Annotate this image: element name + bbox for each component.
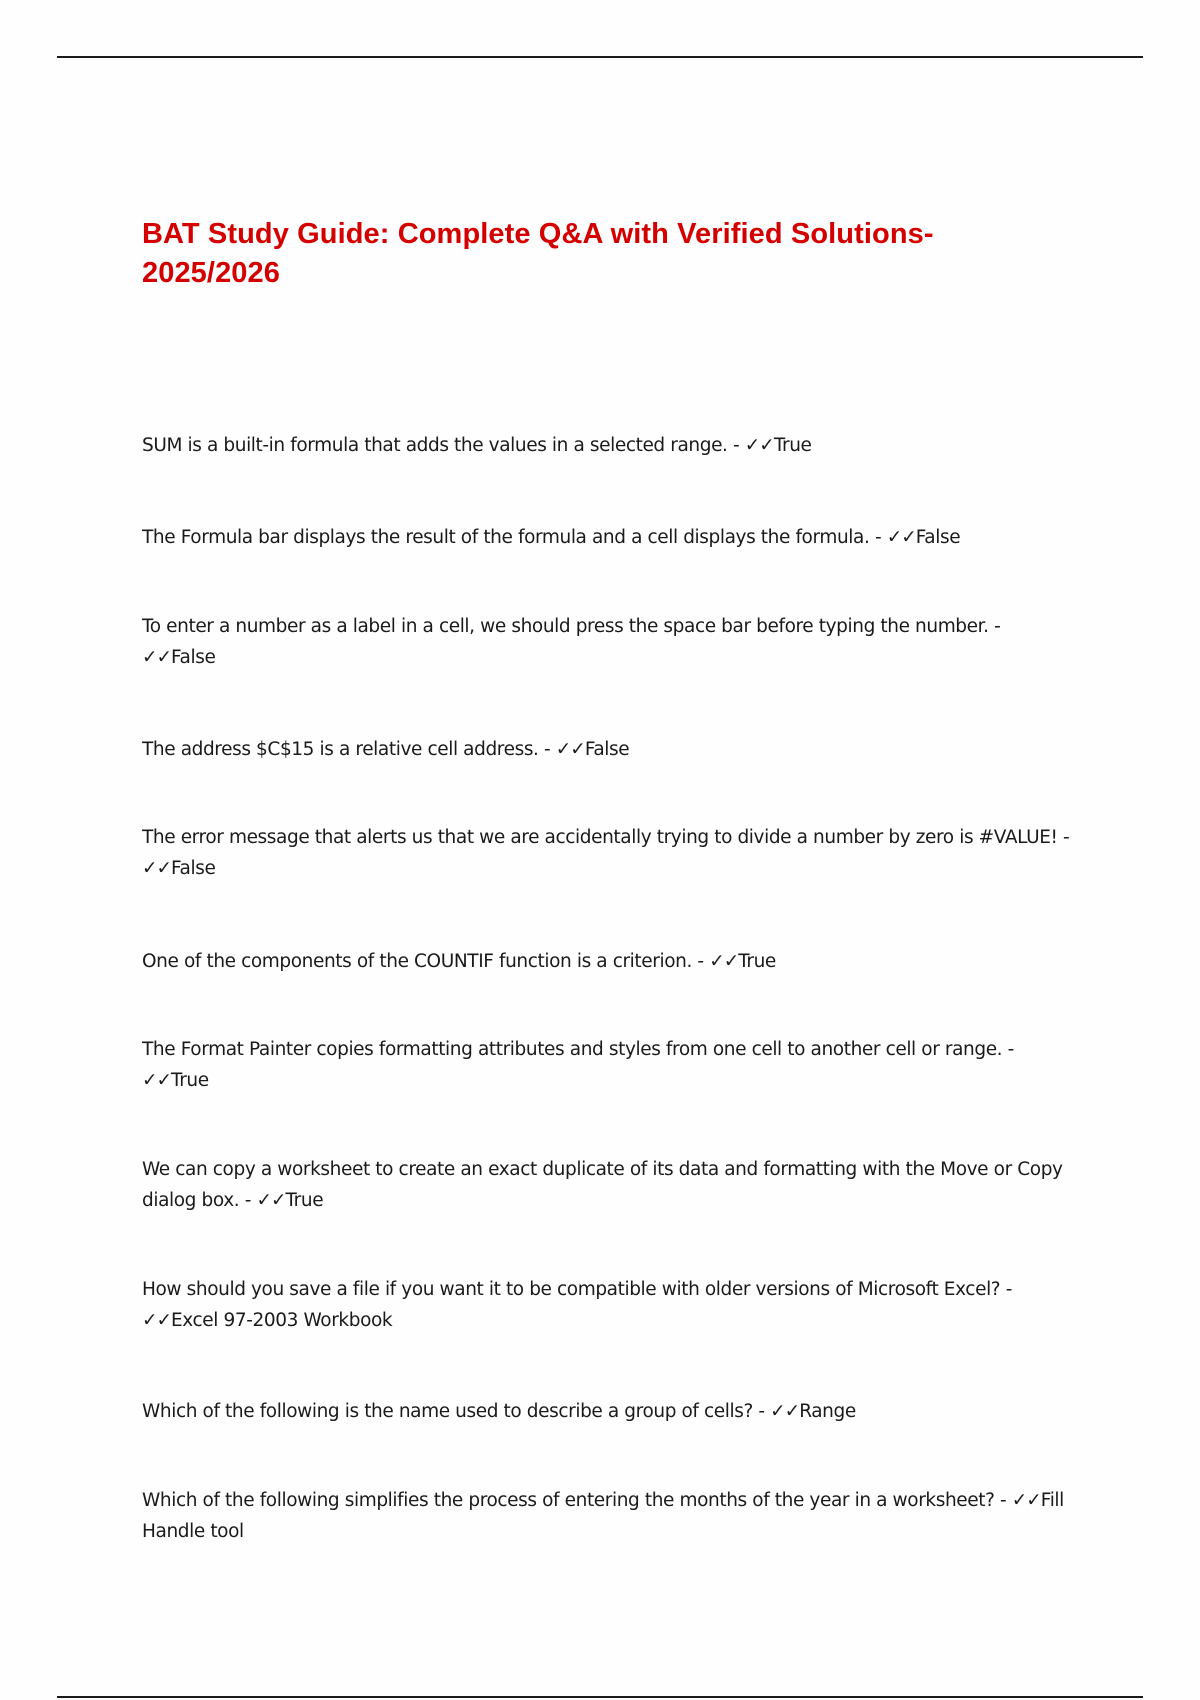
double-check-icon: ✓✓ <box>256 1190 286 1211</box>
qa-answer: False <box>171 647 216 668</box>
double-check-icon: ✓✓ <box>744 435 774 456</box>
qa-question: The address $C$15 is a relative cell address. <box>142 739 539 760</box>
qa-item <box>142 1274 1072 1336</box>
qa-item <box>142 1485 1072 1547</box>
qa-item <box>142 1396 1072 1427</box>
qa-answer: Excel 97-2003 Workbook <box>171 1310 393 1331</box>
qa-question: One of the components of the COUNTIF function is a criterion. <box>142 951 692 972</box>
qa-item <box>142 822 1072 884</box>
qa-question: Which of the following simplifies the process of entering the months of the year in a worksheet? <box>142 1490 995 1511</box>
qa-answer: False <box>584 739 630 760</box>
qa-item <box>142 611 1072 673</box>
qa-answer: Range <box>799 1401 856 1422</box>
qa-separator: - <box>733 435 740 456</box>
qa-answer: False <box>171 858 216 879</box>
qa-question: Which of the following is the name used to describe a group of cells? <box>142 1401 753 1422</box>
document-title: BAT Study Guide: Complete Q&A with Verified Solutions- 2025/2026 <box>142 218 934 289</box>
qa-answer: True <box>171 1070 209 1091</box>
qa-separator: - <box>1007 1039 1014 1060</box>
double-check-icon: ✓✓ <box>142 1070 172 1091</box>
qa-separator: - <box>1000 1490 1007 1511</box>
qa-item <box>142 946 1072 977</box>
bottom-rule <box>57 1696 1143 1698</box>
qa-answer: Fill Handle tool <box>142 1490 1064 1542</box>
qa-item <box>142 734 1072 765</box>
double-check-icon: ✓✓ <box>555 739 585 760</box>
double-check-icon: ✓✓ <box>709 951 739 972</box>
qa-answer: True <box>773 435 812 456</box>
qa-question: SUM is a built-in formula that adds the values in a selected range. <box>142 435 728 456</box>
qa-question: The error message that alerts us that we are accidentally trying to divide a number by zero is #VALUE! <box>142 827 1058 848</box>
qa-answer: False <box>915 527 961 548</box>
qa-question: How should you save a file if you want it to be compatible with older versions of Microsoft Excel? <box>142 1279 1001 1300</box>
qa-question: To enter a number as a label in a cell, we should press the space bar before typing the number. <box>142 616 989 637</box>
qa-separator: - <box>1005 1279 1012 1300</box>
double-check-icon: ✓✓ <box>142 647 172 668</box>
double-check-icon: ✓✓ <box>886 527 916 548</box>
qa-separator: - <box>994 616 1001 637</box>
qa-question: The Format Painter copies formatting attributes and styles from one cell to another cell or range. <box>142 1039 1003 1060</box>
double-check-icon: ✓✓ <box>1011 1490 1041 1511</box>
double-check-icon: ✓✓ <box>770 1401 800 1422</box>
qa-answer: True <box>738 951 776 972</box>
document-content <box>142 215 1072 1542</box>
qa-question: We can copy a worksheet to create an exact duplicate of its data and formatting with the Move or Copy dialog box. <box>142 1159 1063 1211</box>
qa-separator: - <box>758 1401 765 1422</box>
qa-item <box>142 1154 1072 1216</box>
double-check-icon: ✓✓ <box>142 858 172 879</box>
qa-item <box>142 430 1072 461</box>
qa-separator: - <box>544 739 551 760</box>
top-rule <box>57 56 1143 58</box>
qa-item <box>142 522 1072 553</box>
qa-separator: - <box>874 527 882 548</box>
qa-item <box>142 1034 1072 1096</box>
qa-answer: True <box>285 1190 324 1211</box>
qa-question: The Formula bar displays the result of the formula and a cell displays the formula. <box>142 527 870 548</box>
double-check-icon: ✓✓ <box>142 1310 172 1331</box>
qa-separator: - <box>697 951 704 972</box>
qa-separator: - <box>244 1190 251 1211</box>
qa-separator: - <box>1063 827 1070 848</box>
